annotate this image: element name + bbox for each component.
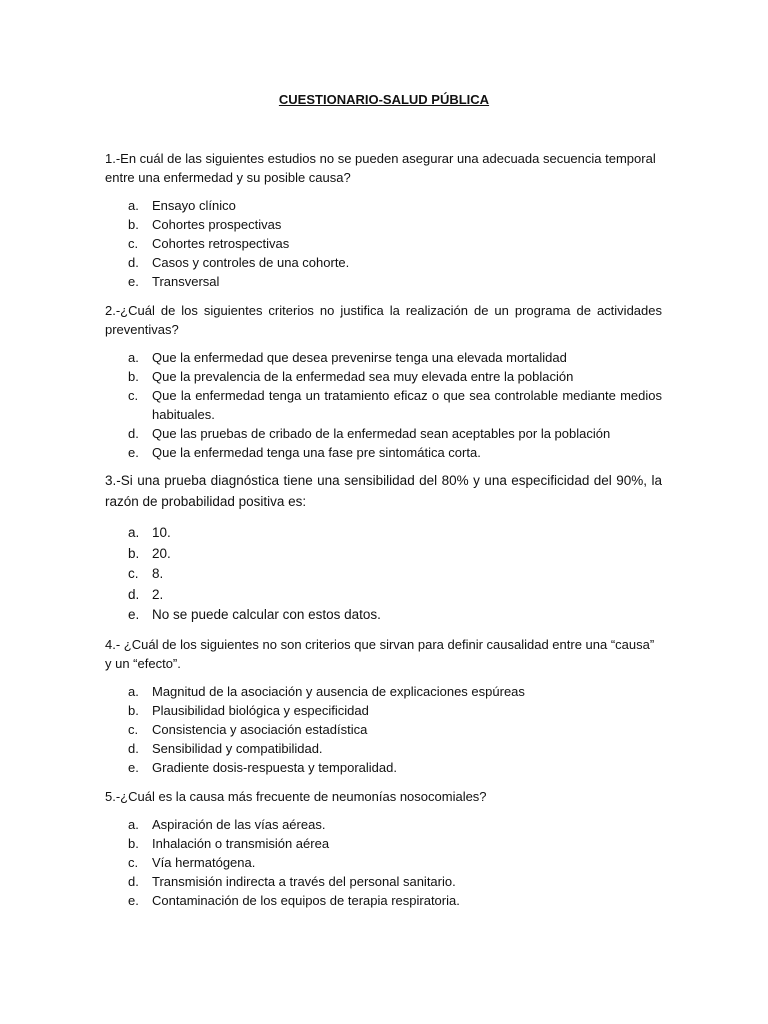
option-4c: c. Consistencia y asociación estadística (128, 722, 368, 737)
option-4e: e. Gradiente dosis-respuesta y temporalidad. (128, 760, 397, 775)
question-4-stem: 4.- ¿Cuál de los siguientes no son criterios que sirvan para definir causalidad entre una “causa” y un “efecto”. (105, 637, 655, 671)
option-2d: d. Que las pruebas de cribado de la enfermedad sean aceptables por la población (128, 426, 611, 441)
option-1c: c. Cohortes retrospectivas (128, 236, 290, 251)
option-3d: d. 2. (128, 586, 164, 602)
option-4d: d. Sensibilidad y compatibilidad. (128, 741, 323, 756)
question-1 (105, 149, 662, 291)
option-3a: a. 10. (128, 525, 171, 540)
question-1-options (105, 196, 662, 291)
question-4-options (105, 682, 662, 777)
question-4 (105, 635, 662, 777)
option-1e: e. Transversal (128, 274, 220, 289)
option-5b: b. Inhalación o transmisión aérea (128, 836, 330, 851)
question-5-options (105, 815, 662, 910)
option-1a: a. Ensayo clínico (128, 198, 236, 213)
option-2e: e. Que la enfermedad tenga una fase pre sintomática corta. (128, 445, 481, 460)
question-2-options (105, 348, 662, 462)
option-5d: d. Transmisión indirecta a través del personal sanitario. (128, 874, 456, 889)
question-2 (105, 301, 662, 462)
document-title: CUESTIONARIO-SALUD PÚBLICA (278, 92, 490, 107)
question-1-stem: 1.-En cuál de las siguientes estudios no se pueden asegurar una adecuada secuencia temporal entre una enfermedad y su posible causa? (105, 151, 656, 185)
option-1b: b. Cohortes prospectivas (128, 217, 282, 232)
question-3 (105, 471, 662, 626)
option-2c: c. Que la enfermedad tenga un tratamiento eficaz o que sea controlable mediante medios habituales. (128, 388, 662, 422)
question-5-stem: 5.-¿Cuál es la causa más frecuente de neumonías nosocomiales? (105, 789, 487, 804)
option-2b: b. Que la prevalencia de la enfermedad sea muy elevada entre la población (128, 369, 574, 384)
option-5c: c. Vía hermatógena. (128, 855, 256, 870)
option-5e: e. Contaminación de los equipos de terapia respiratoria. (128, 893, 460, 908)
option-3b: b. 20. (128, 545, 171, 561)
question-3-stem: 3.-Si una prueba diagnóstica tiene una sensibilidad del 80% y una especificidad del 90%, la razón de probabilidad positiva es: (105, 473, 662, 509)
option-3c: c. 8. (128, 566, 164, 581)
option-5a: a. Aspiración de las vías aéreas. (128, 817, 326, 832)
option-4a: a. Magnitud de la asociación y ausencia de explicaciones espúreas (128, 684, 525, 699)
question-2-stem: 2.-¿Cuál de los siguientes criterios no justifica la realización de un programa de actividades preventivas? (105, 303, 662, 337)
option-2a: a. Que la enfermedad que desea prevenirse tenga una elevada mortalidad (128, 350, 567, 365)
option-3e: e. No se puede calcular con estos datos. (128, 607, 381, 622)
question-5 (105, 787, 662, 910)
option-1d: d. Casos y controles de una cohorte. (128, 255, 350, 270)
question-3-options (105, 523, 662, 626)
option-4b: b. Plausibilidad biológica y especificidad (128, 703, 369, 718)
